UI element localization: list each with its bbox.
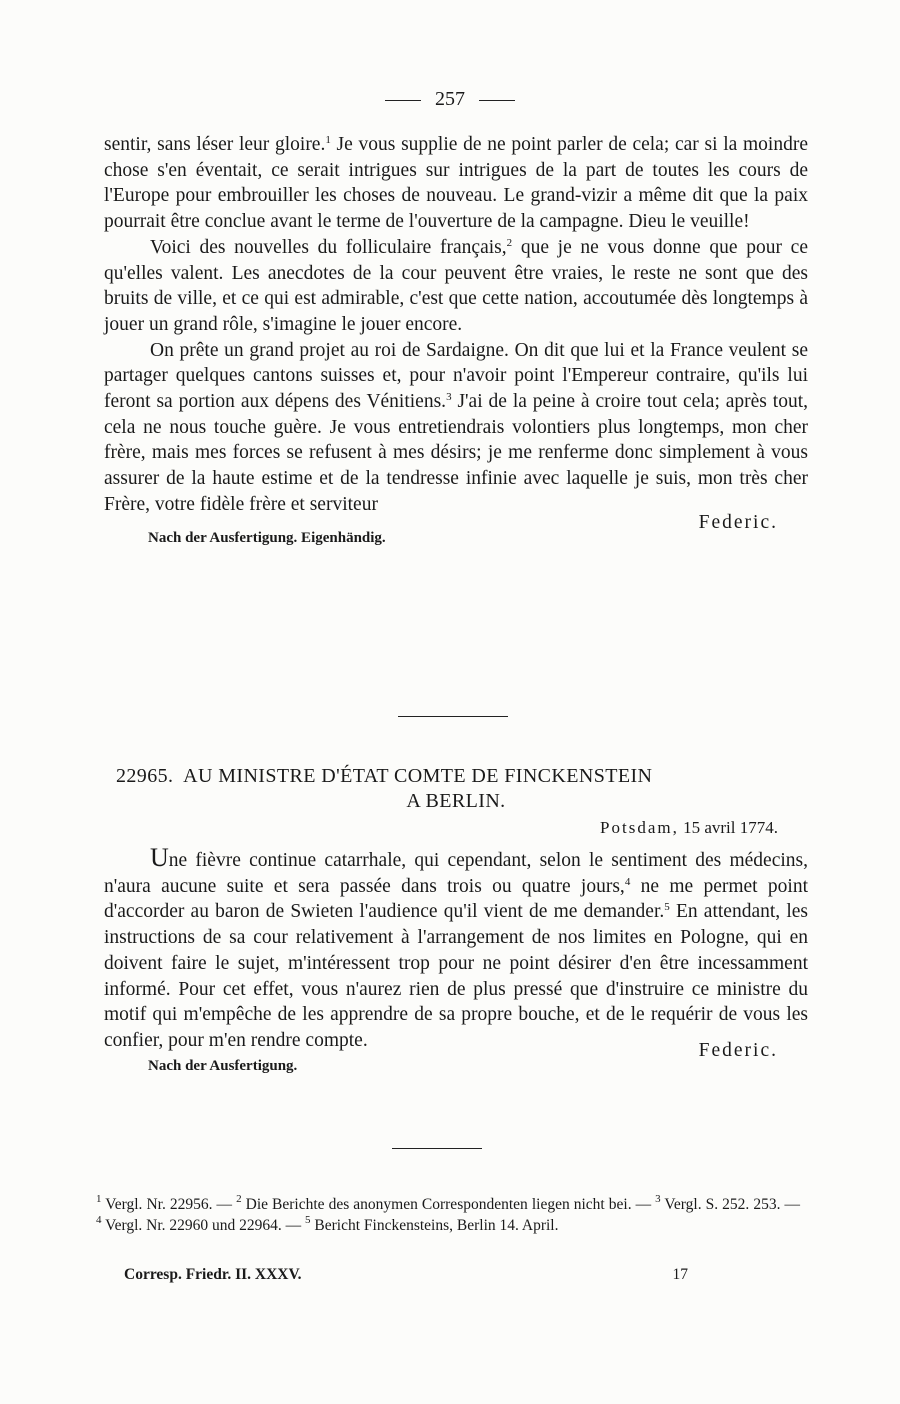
footnote-1: Vergl. Nr. 22956. — <box>101 1196 237 1213</box>
note-ref-2: 2 <box>506 236 513 249</box>
sheet-folio: 17 <box>672 1266 688 1283</box>
letter-2-source-note: Nach der Ausfertigung. <box>148 1057 298 1074</box>
letter-2-paragraph: Une fièvre continue catarrhale, qui cependant, selon le sentiment des médecins, n'aura aucune suite et sera passée dans trois ou quatre jours,$^4$ ne me permet point d'accorder au baron de Swieten l'audience qu'il vient de me demander.$^5$ En attendant, les instructions de sa cour relativement à l'arrangement de nos limites en Pologne, qui en doivent faire le sujet, m'intéressent trop pour ne point désirer d'en être incessamment informé. Pour cet effet, vous n'aurez rien de plus pressé que d'instruire ce ministre du motif qui m'empêche de les apprendre de sa propre bouche, et de le requérir de vous les confier, pour m'en rendre compte. <box>104 843 808 1051</box>
letter-1-signature: Federic. <box>698 511 778 533</box>
page-number: 257 <box>435 88 465 110</box>
letter-2-signature: Federic. <box>698 1039 778 1061</box>
dateline-date: 15 avril 1774. <box>683 818 778 837</box>
footnote-2: Die Berichte des anonymen Correspondenten liegen nicht bei. — <box>241 1196 656 1213</box>
footnote-mark-5: 5 <box>305 1214 311 1226</box>
header-dash-right <box>479 100 515 101</box>
letter-2-body <box>104 845 808 1082</box>
footnote-mark-1: 1 <box>96 1193 102 1205</box>
letter-title: AU MINISTRE D'ÉTAT COMTE DE FINCKENSTEIN <box>183 765 653 787</box>
footnote-mark-4: 4 <box>96 1214 102 1226</box>
note-ref-5: 5 <box>664 901 670 914</box>
letter-1-paragraph-1: sentir, sans léser leur gloire.$^1$ Je vous supplie de ne point parler de cela; car si la moindre chose s'en éventait, ce serait intrigues sur intrigues de la part de toutes les cours de l'Europe pour embrouiller les choses de nouveau. Le grand-vizir a même dit que la paix pourrait être conclue avant le terme de l'ouverture de la campagne. Dieu le veuille! <box>104 134 808 233</box>
letter-1-source-note: Nach der Ausfertigung. Eigenhändig. <box>148 529 386 546</box>
footnote-divider <box>392 1148 482 1149</box>
note-ref-1: 1 <box>325 134 331 146</box>
series-signature: Corresp. Friedr. II. XXXV. <box>124 1266 302 1283</box>
page-footer <box>124 1266 688 1284</box>
header-dash-left <box>385 100 421 101</box>
footnote-3: Vergl. S. 252. 253. — <box>660 1196 801 1213</box>
letter-title-line-2: A BERLIN. <box>406 790 506 812</box>
letter-1-body <box>104 132 808 546</box>
letter-1-paragraph-2: Voici des nouvelles du folliculaire français,$^2$ que je ne vous donne que pour ce qu'elles valent. Les anecdotes de la cour peuvent être vraies, le reste ne sont que des bruits de ville, et ce qui est admirable, c'est que cette nation, accoutumée dès longtemps à jouer un grand rôle, s'imagine le jouer encore. <box>104 236 808 335</box>
footnote-mark-3: 3 <box>655 1193 661 1205</box>
letter-number: 22965. <box>116 765 174 787</box>
letter-2-closing <box>104 1039 808 1082</box>
footnotes <box>96 1194 800 1236</box>
letter-1-closing <box>104 511 808 546</box>
drop-cap: U <box>150 843 169 872</box>
running-header <box>0 88 900 111</box>
dateline-place: Potsdam, <box>600 818 679 837</box>
note-ref-4: 4 <box>624 875 631 888</box>
dateline <box>600 818 778 838</box>
footnote-4: Vergl. Nr. 22960 und 22964. — <box>101 1217 306 1234</box>
section-divider <box>398 716 508 717</box>
footnote-5: Bericht Finckensteins, Berlin 14. April. <box>310 1217 559 1234</box>
letter-2-heading <box>104 764 808 814</box>
letter-1-paragraph-3: On prête un grand projet au roi de Sardaigne. On dit que lui et la France veulent se partager quelques cantons suisses et, pour n'avoir point l'Empereur contraire, qu'ils lui feront sa portion aux dépens des Vénitiens.$^3$ J'ai de la peine à croire tout cela; après tout, cela ne nous touche guère. Je vous entretiendrais volontiers plus longtemps, mon cher frère, mais mes forces se refusent à mes désirs; je me renferme donc simplement à vous assurer de la haute estime et de la tendresse infinie avec laquelle je suis, mon très cher Frère, votre fidèle frère et serviteur <box>104 339 808 515</box>
note-ref-3: 3 <box>446 391 452 404</box>
footnote-mark-2: 2 <box>236 1193 242 1205</box>
